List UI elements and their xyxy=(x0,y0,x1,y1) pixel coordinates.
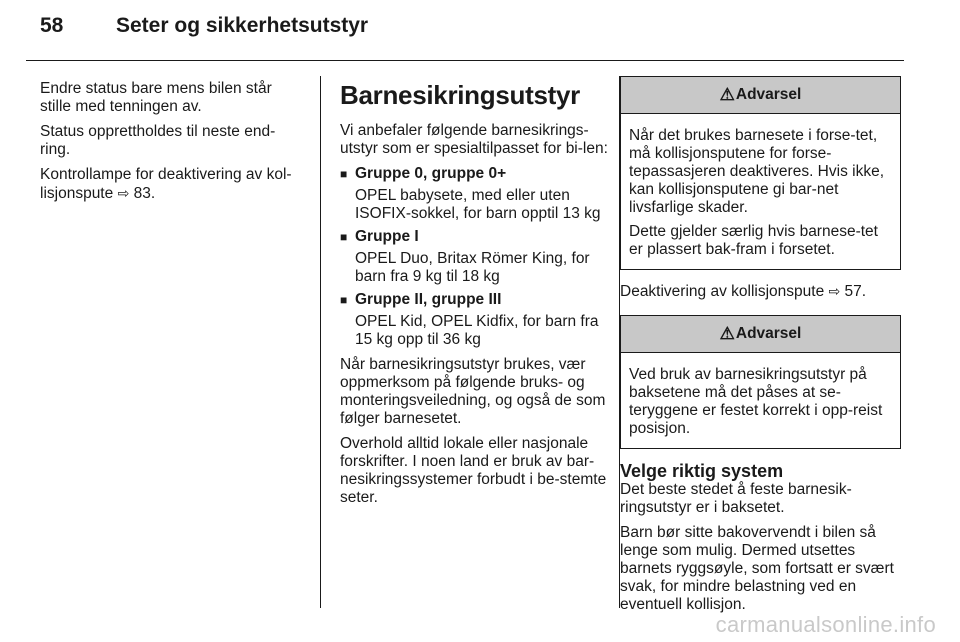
section-heading: Barnesikringsutstyr xyxy=(340,80,580,110)
paragraph-text: Kontrollampe for deaktivering av kol-lisjonspute xyxy=(40,166,292,202)
warning-title: Advarsel xyxy=(735,86,802,103)
paragraph xyxy=(40,166,302,203)
page-title: Seter og sikkerhetsutstyr xyxy=(116,14,369,37)
watermark: carmanualsonline.info xyxy=(715,612,936,637)
warning-text: Ved bruk av barnesikringsutstyr på baksetene må det påses at se-teryggene er festet korrekt i opp-reist posisjon. xyxy=(629,366,883,437)
warning-header xyxy=(621,77,900,114)
warning-body xyxy=(621,114,900,269)
paragraph: Det beste stedet å feste barnesik-ringsutstyr er i baksetet. xyxy=(620,481,852,516)
group-list xyxy=(340,165,608,349)
paragraph: Barn bør sitte bakovervendt i bilen så lenge som mulig. Dermed utsettes barnets ryggsøyle, som fortsatt er svært svak, for mindre belastning ved en eventuell kollisjon. xyxy=(620,524,894,613)
paragraph: Når barnesikringsutstyr brukes, vær oppmerksom på følgende bruks- og monteringsveiledning, og også de som følger barnesetet. xyxy=(340,356,606,427)
bullet-icon: ■ xyxy=(340,230,348,244)
warning-header xyxy=(621,316,900,353)
warning-body xyxy=(621,353,900,448)
group-text: OPEL Kid, OPEL Kidfix, for barn fra 15 kg opp til 36 kg xyxy=(355,313,599,348)
reference-arrow-icon: ⇨ xyxy=(117,185,130,201)
page-header xyxy=(40,14,368,38)
group-text: OPEL Duo, Britax Römer King, for barn fra 9 kg til 18 kg xyxy=(355,250,590,285)
warning-text: Når det brukes barnesete i forse-tet, må kollisjonsputene for forse-tepassasjeren deaktiveres. Hvis ikke, kan kollisjonsputene gi bar-net livsfarlige skader. xyxy=(629,127,885,216)
group-text: OPEL babysete, med eller uten ISOFIX-sokkel, for barn opptil 13 kg xyxy=(355,187,601,222)
header-rule xyxy=(26,60,904,61)
warning-title: Advarsel xyxy=(735,325,802,342)
intro-paragraph: Vi anbefaler følgende barnesikrings-utstyr som er spesialtilpasset for bi-len: xyxy=(340,122,608,157)
column-2 xyxy=(340,80,608,514)
paragraph xyxy=(620,282,901,301)
paragraph: Endre status bare mens bilen står stille med tenningen av. xyxy=(40,80,272,115)
group-label: Gruppe II, gruppe III xyxy=(355,291,502,308)
page-reference[interactable]: 83. xyxy=(133,185,156,202)
column-3 xyxy=(620,76,901,621)
warning-triangle-icon: ⚠ xyxy=(719,324,735,343)
page-reference[interactable]: 57. xyxy=(844,283,867,300)
warning-triangle-icon: ⚠ xyxy=(719,85,735,104)
subsection-heading: Velge riktig system xyxy=(620,461,784,481)
group-label: Gruppe 0, gruppe 0+ xyxy=(355,165,507,182)
reference-arrow-icon: ⇨ xyxy=(828,283,841,299)
paragraph: Overhold alltid lokale eller nasjonale forskrifter. I noen land er bruk av bar-nesikringssystemer forbudt i be-stemte seter. xyxy=(340,435,607,506)
warning-text: Dette gjelder særlig hvis barnese-tet er plassert bak-fram i forsetet. xyxy=(629,223,878,258)
bullet-icon: ■ xyxy=(340,293,348,307)
list-item xyxy=(340,165,608,223)
group-label: Gruppe I xyxy=(355,228,419,245)
column-1 xyxy=(40,80,302,210)
list-item xyxy=(340,291,608,349)
warning-box xyxy=(620,315,901,449)
warning-box xyxy=(620,76,901,270)
paragraph: Status opprettholdes til neste end-ring. xyxy=(40,123,276,158)
bullet-icon: ■ xyxy=(340,167,348,181)
column-divider-1 xyxy=(320,76,321,608)
page-number: 58 xyxy=(40,14,64,37)
list-item xyxy=(340,228,608,286)
paragraph-text: Deaktivering av kollisjonspute xyxy=(620,283,825,300)
